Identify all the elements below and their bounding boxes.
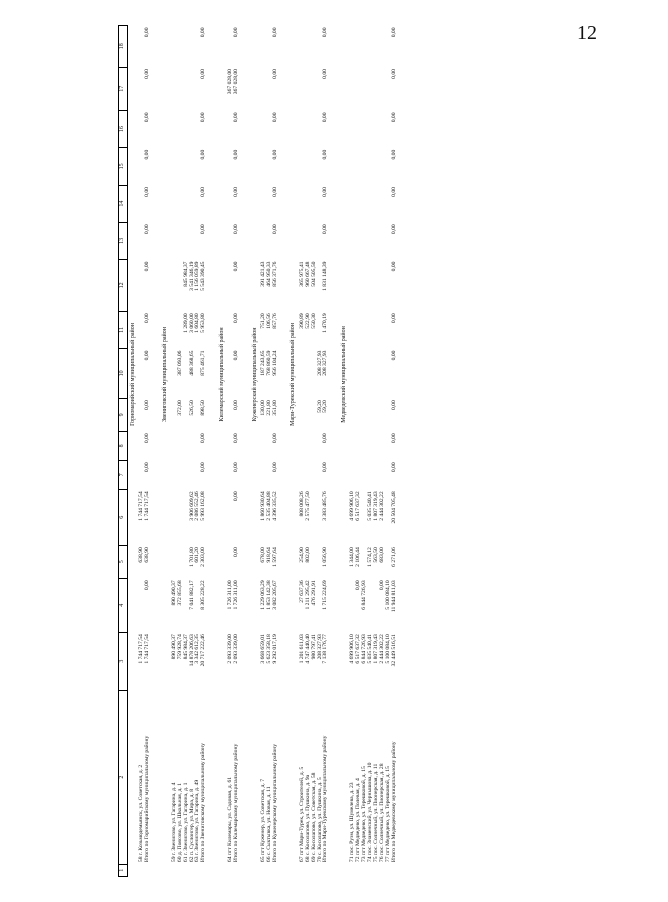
table-cell: 0,00 — [390, 27, 397, 38]
table-cell: 372 855,68 — [176, 580, 183, 606]
table-cell: 59,20 — [322, 400, 329, 413]
table-cell: 856 371,76 — [271, 261, 278, 287]
table-cell: 1 744 717,54 — [143, 634, 150, 664]
table-cell: 3 906 609,62 — [188, 491, 195, 521]
table-cell: 875 461,71 — [200, 350, 207, 376]
table-cell: 20 717 222,46 — [200, 634, 207, 667]
table-cell: 960 667,48 — [304, 261, 311, 287]
table-cell: 32 449 516,51 — [390, 634, 397, 667]
table-cell: 5 623 358,18 — [265, 634, 272, 664]
spacer-cell — [398, 26, 408, 877]
table-cell: 2 444 302,22 — [378, 634, 385, 664]
table-cell: 0,00 — [390, 261, 397, 272]
empty-cell — [217, 26, 228, 260]
table-cell: 0,00 — [200, 187, 207, 197]
table-cell: 0,00 — [143, 313, 150, 324]
table-cell: 0,00 — [322, 27, 329, 38]
table-cell: 2 444 302,22 — [378, 491, 385, 521]
table-cell: 7 138 176,77 — [322, 634, 329, 664]
table-cell: 1 344,00 — [349, 547, 356, 567]
table-cell: 75 пос. Солнечный, ул. Пионерская, д. 11 — [372, 763, 379, 863]
table-cell: 59 г. Звенигово, ул. Гагарина, д. 4 — [170, 782, 177, 863]
table-cell: 6 517 637,32 — [355, 491, 362, 521]
table-cell: 69 с. Косолапово, ул. Советская, д. 58 — [310, 772, 317, 863]
table-cell: 768 860,59 — [265, 350, 272, 376]
table-cell: 70 с. Косолапово, ул. Пушкина, д. 5 — [316, 777, 323, 863]
spacer-cell — [329, 26, 339, 877]
table-cell: 0,00 — [143, 112, 150, 123]
table-cell: 67 пгт Мари-Турек, ул. Строителей, д. 5 — [298, 766, 305, 863]
table-cell: 0,00 — [233, 112, 240, 123]
section-title: Мари-Турекский муниципальный район — [290, 323, 297, 426]
table-cell: 9 292 017,19 — [271, 634, 278, 664]
table-cell: 0,00 — [322, 149, 329, 160]
empty-cell — [339, 26, 350, 260]
section-title: Куженерский муниципальный район — [251, 327, 258, 422]
column-header: 7 — [119, 460, 128, 489]
table-cell: 2 106,44 — [355, 547, 362, 567]
table-cell: 2 575 477,50 — [304, 491, 311, 521]
table-cell: 1 726 311,00 — [233, 580, 240, 610]
table-cell: 898,50 — [200, 400, 207, 416]
column-header: 6 — [119, 489, 128, 545]
table-cell: 6 517 637,32 — [355, 634, 362, 664]
table-cell: 4 699 906,10 — [349, 491, 356, 521]
table-cell: 4 699 906,10 — [349, 634, 356, 664]
spacer-cell — [151, 26, 161, 877]
table-cell: 0,00 — [143, 400, 150, 411]
table-cell: 678,00 — [260, 547, 267, 563]
table-cell: 956 104,24 — [271, 350, 278, 376]
column-header: 11 — [119, 311, 128, 348]
empty-cell — [250, 26, 261, 260]
table-cell: 68 с. Косолапово, ул. Пушкина, д. 9а — [304, 774, 311, 863]
column-header: 5 — [119, 545, 128, 578]
table-cell: 526,50 — [188, 400, 195, 416]
table-cell: 6 844 726,93 — [361, 634, 368, 664]
table-cell: 3 541 346,19 — [188, 261, 195, 291]
registry-table — [118, 25, 408, 877]
table-cell: 6 271,06 — [390, 547, 397, 567]
page-number: 12 — [577, 22, 597, 44]
table-cell: 751,20 — [260, 313, 267, 329]
table-cell: 0,00 — [200, 112, 207, 123]
table-cell: 1 715 224,69 — [322, 580, 329, 610]
empty-cell — [128, 26, 140, 260]
table-cell: 638,90 — [138, 547, 144, 563]
table-cell: 0,00 — [143, 187, 150, 197]
table-cell: 208 327,93 — [316, 634, 323, 660]
table-cell: 1 156 059,89 — [194, 261, 201, 291]
table-cell: 0,00 — [143, 27, 150, 38]
table-cell: 3 082 205,67 — [271, 580, 278, 610]
table-cell: 1 744 717,54 — [143, 491, 150, 521]
table-cell: 0,00 — [143, 224, 150, 235]
table-cell: 0,00 — [233, 149, 240, 160]
table-cell: 0,00 — [233, 433, 240, 444]
table-cell: 0,00 — [143, 462, 150, 473]
table-cell: Итого по Горномарийскому муниципальному району — [143, 735, 150, 863]
table-cell: 0,00 — [233, 350, 240, 361]
spacer-cell — [279, 26, 289, 877]
section-title-row — [250, 26, 261, 877]
section-title: Звениговский муниципальный район — [162, 327, 169, 422]
empty-cell — [289, 26, 300, 260]
section-title-row — [128, 26, 140, 877]
table-cell: 0,00 — [233, 187, 240, 197]
table-cell: 130,00 — [260, 400, 267, 416]
table-cell: 683,00 — [378, 547, 385, 563]
table-cell: 27 637,36 — [298, 580, 305, 603]
table-cell: 187 243,65 — [260, 350, 267, 376]
spacer-row — [279, 26, 289, 877]
table-cell: 3 060,00 — [188, 313, 195, 333]
table-cell: 1 807 319,43 — [372, 634, 379, 664]
table-cell: 76 пос. Солнечный, ул. Пионерская, д. 28 — [378, 763, 385, 863]
table-cell: 0,00 — [390, 224, 397, 235]
table-cell: 0,00 — [233, 547, 240, 558]
table-cell: 11 944 811,03 — [390, 580, 397, 613]
table-cell: 5 953,80 — [200, 313, 207, 333]
spacer-row — [240, 26, 250, 877]
table-cell: 504 505,50 — [310, 261, 317, 287]
table-cell: 4 396 335,52 — [271, 491, 278, 521]
table-cell: 5 035 540,41 — [367, 491, 374, 521]
table-cell: Итого по Мари-Турекскому муниципальному району — [322, 735, 329, 863]
table-cell: 7 041 882,17 — [188, 580, 195, 610]
table-cell: 0,00 — [200, 462, 207, 473]
table-cell: 0,00 — [233, 313, 240, 324]
table-cell: 476 291,91 — [310, 580, 317, 606]
table-cell: 0,00 — [143, 580, 150, 591]
spacer-row — [207, 26, 217, 877]
table-cell: 351,80 — [271, 400, 278, 416]
table-cell: 2 086 552,46 — [194, 491, 201, 521]
table-cell: 0,00 — [233, 400, 240, 411]
table-cell: 390,89 — [298, 313, 305, 329]
table-cell: 8 305 228,22 — [200, 580, 207, 610]
section-title-row — [339, 26, 350, 877]
table-cell: 980 797,41 — [310, 634, 317, 660]
column-header: 2 — [119, 690, 128, 864]
table-cell: 0,00 — [390, 149, 397, 160]
table-cell: 372,00 — [176, 400, 183, 416]
column-header: 17 — [119, 67, 128, 110]
table-cell: 845 984,37 — [182, 634, 189, 660]
section-title: Медведевский муниципальный район — [340, 326, 347, 423]
column-header: 14 — [119, 185, 128, 222]
column-header: 3 — [119, 632, 128, 690]
table-cell: 367 028,00 — [227, 69, 234, 95]
table-cell: 0,00 — [271, 112, 278, 123]
table-cell: 0,00 — [355, 580, 362, 591]
table-cell: 0,00 — [390, 69, 397, 79]
table-cell: 638,90 — [143, 547, 150, 563]
table-cell: 365 975,41 — [298, 261, 305, 287]
table-cell: 0,00 — [271, 27, 278, 38]
table-cell: 1 470,19 — [322, 313, 329, 333]
section-title: Горномарийский муниципальный район — [129, 323, 136, 426]
column-header: 9 — [119, 398, 128, 431]
table-cell: 5 100 084,10 — [384, 634, 391, 664]
rotated-table-page — [118, 25, 668, 877]
table-cell: 601,20 — [194, 547, 201, 563]
table-cell: 1 289,00 — [182, 313, 189, 333]
table-cell: 0,00 — [200, 433, 207, 444]
table-cell: 0,00 — [322, 187, 329, 197]
table-cell: 0,00 — [143, 433, 150, 444]
column-header: 12 — [119, 260, 128, 312]
table-cell: 0,00 — [378, 580, 385, 591]
table-cell: 5 993 162,08 — [200, 491, 207, 521]
table-cell: 1 853 142,38 — [265, 580, 272, 610]
table-cell: 5 543 390,45 — [200, 261, 207, 291]
table-cell: 0,00 — [200, 27, 207, 38]
table-cell: 0,00 — [390, 350, 397, 361]
table-cell: 64 пгт Килемары, ул. Садовая, д. 61 — [227, 776, 234, 863]
table-cell: 0,00 — [322, 462, 329, 473]
table-cell: 5 035 540,41 — [367, 634, 374, 664]
table-cell: 464 950,33 — [265, 261, 272, 287]
spacer-row — [398, 26, 408, 877]
table-cell: 106,56 — [265, 313, 272, 329]
table-cell: 62 п. Суслонгер, ул. Мира, д. 8 — [188, 788, 195, 863]
table-cell: 20 504 705,48 — [390, 491, 397, 524]
table-cell: 563,50 — [372, 547, 379, 563]
table-cell: 0,00 — [143, 350, 150, 361]
table-cell: 3 383 485,76 — [322, 491, 329, 521]
table-cell: 0,00 — [322, 433, 329, 444]
table-cell: 0,00 — [390, 112, 397, 123]
table-cell: 0,00 — [322, 69, 329, 79]
table-cell: 3 668 659,01 — [260, 634, 267, 664]
table-cell: 2 535 404,88 — [265, 491, 272, 521]
table-cell: Итого по Килемарскому муниципальному району — [233, 743, 240, 863]
section-title-row — [289, 26, 300, 877]
column-header: 15 — [119, 148, 128, 185]
table-cell: 0,00 — [271, 187, 278, 197]
table-cell: 1 701,80 — [188, 547, 195, 567]
table-cell: 73 пгт Медведево, ул. Терешковой, д. 15 — [361, 766, 368, 863]
table-cell: 0,00 — [200, 69, 207, 79]
table-cell: 0,00 — [390, 433, 397, 444]
table-cell: 208 327,93 — [316, 350, 323, 376]
table-cell: 0,00 — [390, 462, 397, 473]
section-title-row — [217, 26, 228, 877]
table-cell: 0,00 — [390, 313, 397, 324]
table-cell: Итого по Медведевскому муниципальному району — [390, 741, 397, 863]
table-cell: 3 342 612,35 — [194, 634, 201, 664]
table-cell: 61 г. Звенигово, ул. Гагарина, д. 1 — [182, 782, 189, 863]
table-cell: 72 пгт Медведево, ул. Полевая, д. 4 — [355, 778, 362, 863]
table-cell: 1 229 063,29 — [260, 580, 267, 610]
spacer-cell — [207, 26, 217, 877]
table-cell: 59,20 — [316, 400, 323, 413]
section-title-row — [161, 26, 172, 877]
table-cell: 77 пгт Медведево, ул. Терешковой, д. 15 — [384, 766, 391, 863]
table-cell: 0,00 — [200, 149, 207, 160]
table-cell: 1 211 295,42 — [304, 580, 311, 610]
section-title: Килемарский муниципальный район — [218, 327, 225, 422]
table-cell: 221,80 — [265, 400, 272, 416]
table-cell: 1 201 611,03 — [298, 634, 305, 664]
column-header: 13 — [119, 222, 128, 259]
table-cell: 391 421,43 — [260, 261, 267, 287]
table-cell: 890 490,37 — [170, 634, 177, 660]
empty-cell — [161, 26, 172, 260]
table-cell: 71 пос. Руэм, ул. Шумелева, д. 23 — [349, 782, 356, 863]
table-cell: 918,64 — [265, 547, 272, 563]
table-cell: 0,00 — [233, 224, 240, 235]
table-cell: 66 с. Сыктывка, ул. Новая, д. 11 — [265, 786, 272, 863]
column-header: 4 — [119, 578, 128, 632]
table-cell: 387 093,06 — [176, 350, 183, 376]
table-cell: 1 597,64 — [271, 547, 278, 567]
table-cell: Итого по Куженерскому муниципальному району — [271, 743, 278, 863]
table-cell: 2 303,00 — [200, 547, 207, 567]
table-cell: 0,00 — [143, 149, 150, 160]
table-cell: 14 878 206,63 — [188, 634, 195, 667]
table-cell: 0,00 — [322, 224, 329, 235]
table-cell: 6 844 726,93 — [361, 580, 368, 610]
spacer-cell — [240, 26, 250, 877]
table-cell: 890 490,37 — [170, 580, 177, 606]
table-cell: 1 726 311,00 — [227, 580, 234, 610]
table-cell: 63 г. Звенигово, ул. Гагарина, д. 49 — [194, 779, 201, 863]
table-cell: 845 984,37 — [182, 261, 189, 287]
table-cell: 1 807 319,43 — [372, 491, 379, 521]
table-cell: 759 928,74 — [176, 634, 183, 660]
table-cell: 5 100 084,10 — [384, 580, 391, 610]
table-cell: 1 574,12 — [367, 547, 374, 567]
column-header: 1 — [119, 864, 128, 876]
table-cell: 1 831 148,39 — [322, 261, 329, 291]
table-cell: 0,00 — [233, 462, 240, 473]
table-cell: 550,30 — [310, 313, 317, 329]
table-cell: 2 093 339,00 — [233, 634, 240, 664]
table-cell: 0,00 — [271, 69, 278, 79]
table-cell: 60 д. Поясово, ул. Школьная, д. 1 — [176, 783, 183, 863]
spacer-row — [329, 26, 339, 877]
table-cell: 0,00 — [390, 187, 397, 197]
table-cell: 0,00 — [271, 224, 278, 235]
table-cell: 4 747 440,40 — [304, 634, 311, 664]
table-cell: 1 744 717,54 — [138, 634, 144, 664]
table-cell: 2 093 339,00 — [227, 634, 234, 664]
table-cell: 1 604,80 — [194, 313, 201, 333]
table-cell: 58 г. Козьмодемьянск, ул. Советская, д. 2 — [138, 764, 144, 863]
table-cell: Итого по Звениговскому муниципальному району — [200, 743, 207, 863]
table-cell: 0,00 — [233, 491, 240, 502]
table-cell: 367 028,00 — [233, 69, 240, 95]
spacer-row — [151, 26, 161, 877]
table-cell: 857,76 — [271, 313, 278, 329]
column-header: 8 — [119, 431, 128, 460]
table-cell: 802,00 — [304, 547, 311, 563]
table-cell: 0,00 — [390, 400, 397, 411]
table-cell: 0,00 — [271, 462, 278, 473]
table-cell: 0,00 — [271, 433, 278, 444]
table-cell: 808 008,26 — [298, 491, 305, 517]
table-cell: 0,00 — [322, 112, 329, 123]
table-cell: 488 368,65 — [188, 350, 195, 376]
table-cell: 0,00 — [143, 69, 150, 79]
table-cell: 0,00 — [271, 149, 278, 160]
column-header: 10 — [119, 349, 128, 399]
table-cell: 208 327,93 — [322, 350, 329, 376]
table-cell: 0,00 — [200, 224, 207, 235]
header-row — [119, 26, 128, 877]
column-header: 16 — [119, 110, 128, 147]
table-cell: 254,90 — [298, 547, 305, 563]
table-cell: 0,00 — [143, 261, 150, 272]
table-cell: 0,00 — [233, 27, 240, 38]
table-cell: 522,90 — [304, 313, 311, 329]
table-cell: 0,00 — [233, 261, 240, 272]
table-cell: 1 056,90 — [322, 547, 329, 567]
table-cell: 74 пос. Знаменский, ул. Чернышова, д. 10 — [367, 762, 374, 863]
column-header: 18 — [119, 26, 128, 68]
table-cell: 1 860 930,64 — [260, 491, 267, 521]
table-cell: 1 744 717,54 — [138, 491, 144, 521]
table-cell: 65 пгт Куженер, ул. Советская, д. 7 — [260, 778, 267, 863]
